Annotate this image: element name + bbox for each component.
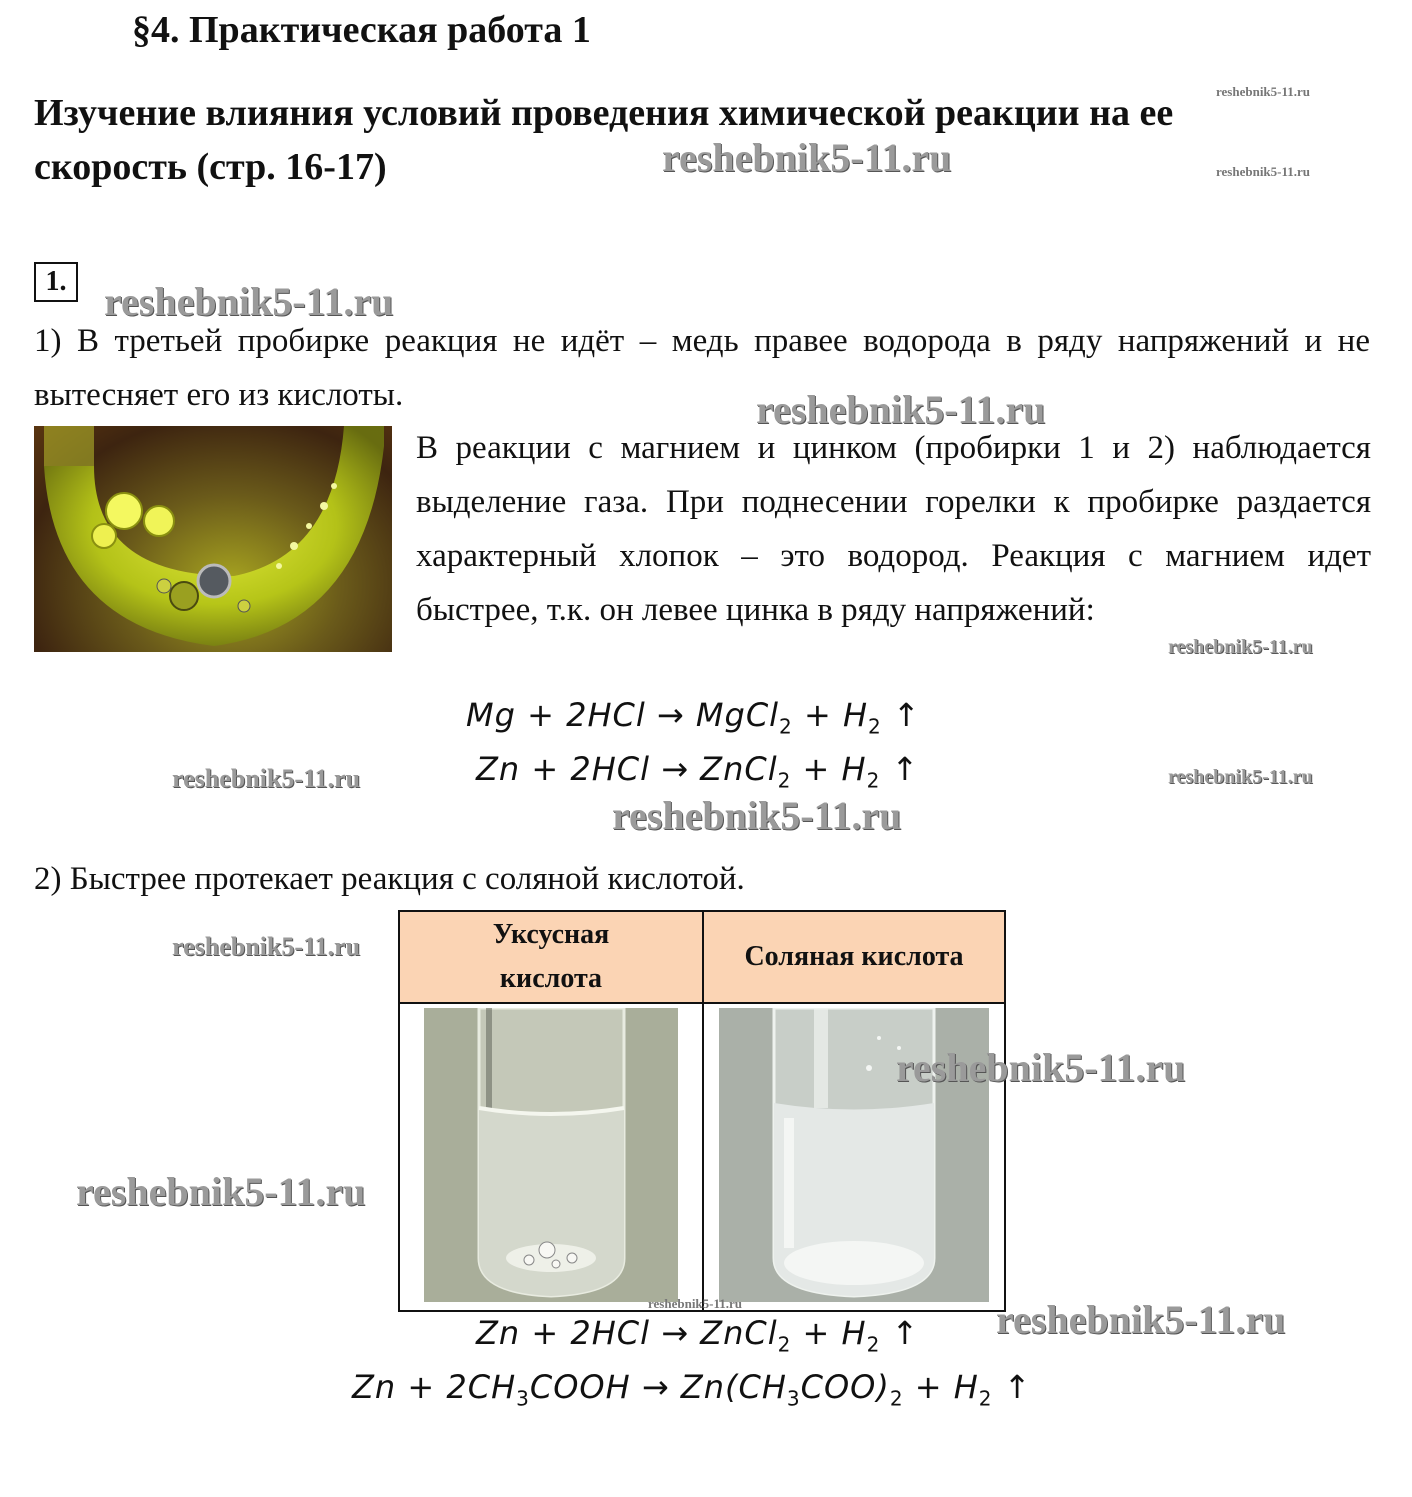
paragraph-2: В реакции с магнием и цинком (пробирки 1 и 2) наблюдается выделение газа. При поднесении горелки к пробирке раздается характерный хлопок – это водород. Реакция с магнием идет быстрее, т.к. он левее цинка в ряду напряжений: [416,430,1371,628]
equation-mg-hcl: Mg + 2HCl → MgCl$_2$ + $H_2$ ↑ [466,696,921,739]
comparison-table [398,910,1006,1312]
watermark: reshebnik5-11.ru [662,135,952,180]
task-number: 1. [34,262,78,302]
watermark: reshebnik5-11.ru [1216,84,1311,99]
equation-zn-hcl: Zn + 2HCl → ZnCl$_2$ + $H_2$ ↑ [476,750,920,793]
paragraph-3: 2) Быстрее протекает реакция с соляной кислотой. [34,861,745,897]
watermark: reshebnik5-11.ru [612,793,902,838]
watermark: reshebnik5-11.ru [648,1296,743,1311]
paragraph-1: 1) В третьей пробирке реакция не идёт – медь правее водорода в ряду напряжений и не вытесняет его из кислоты. [34,323,1370,413]
acetic-acid-photo [399,1003,703,1311]
equation-zn-acetic: $Zn + 2CH_3COOH \to Zn(CH_3COO)_2 + H_2$ ↑ [352,1368,1032,1411]
test-tube-acetic-illustration [424,1008,678,1302]
watermark: reshebnik5-11.ru [1168,636,1313,658]
watermark: reshebnik5-11.ru [172,932,361,961]
equation-zn-hcl-2: Zn + 2HCl → ZnCl$_2$ + $H_2$ ↑ [476,1314,920,1357]
watermark: reshebnik5-11.ru [996,1297,1286,1342]
table-header-acetic: Уксусная кислота [399,911,703,1003]
watermark: reshebnik5-11.ru [76,1169,366,1214]
watermark: reshebnik5-11.ru [1216,164,1311,179]
watermark: reshebnik5-11.ru [104,279,394,324]
page-heading: §4. Практическая работа 1 [132,9,591,51]
watermark: reshebnik5-11.ru [756,387,1046,432]
watermark: reshebnik5-11.ru [896,1045,1186,1090]
watermark: reshebnik5-11.ru [172,764,361,793]
table-header-hydrochloric: Соляная кислота [703,911,1005,1003]
test-tube-illustration [34,426,392,652]
reaction-photo [34,426,392,652]
page-subheading: Изучение влияния условий проведения химической реакции на ее скорость (стр. 16-17) [34,92,1174,188]
watermark: reshebnik5-11.ru [1168,766,1313,788]
